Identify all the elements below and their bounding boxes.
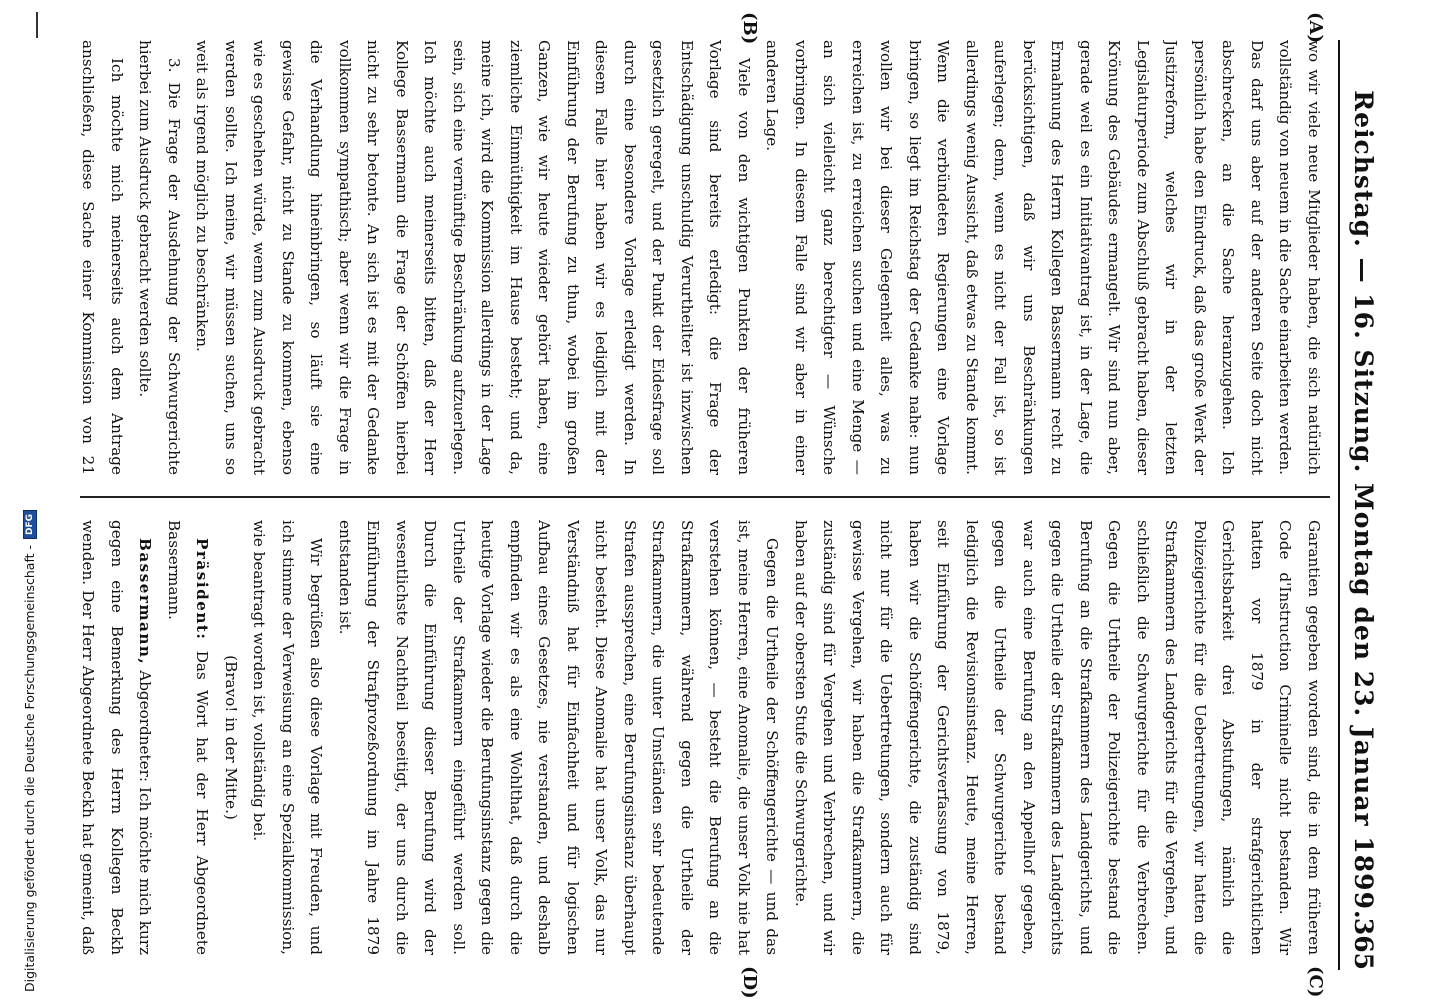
speech-text: Das Wort hat der Herr Abgeordnete Bassermann. (165, 520, 212, 955)
speech-text: Abgeordneter: Ich möchte mich kurz gegen eine Bemerkung des Herrn Kollegen Beckh wenden. Der Herr Abgeordnete Beckh hat gemeint, daß (79, 520, 155, 955)
page-header (1350, 40, 1382, 970)
header-rule (1338, 40, 1340, 970)
applause-note: (Bravo! in der Mitte.) (222, 655, 240, 820)
paragraph: wo wir viele neue Mitglieder haben, die sich natürlich vollständig von neuem in die Sache einarbeiten werden. Das darf uns aber auf der anderen Seite doch nicht abschrecken, an die Sache heranzugehen. Ich persönlich habe den Eindruck, daß das große Werk der Justizreform, welches wir in der letzten Legislaturperiode zum Abschluß gebracht haben, dieser Krönung des Gebäudes ermangelt. Wir sind nun aber, gerade weil es ein Initiativantrag ist, in der Lage, die Ermahnung des Herrn Kollegen Bassermann recht zu berücksichtigen, daß wir uns Beschränkungen auferlegen; denn, wenn es nicht der Fall ist, so ist allerdings wenig Aussicht, daß etwas zu Stande kommt. Wenn die verbündeten Regierungen eine Vorlage bringen, so liegt im Reichstag der Gedanke nahe: nun wollen wir bei dieser Gelegenheit alles, was zu erreichen ist, zu erreichen suchen und eine Menge — an sich vielleicht ganz berechtigter — Wünsche vorbringen. In diesem Falle sind wir aber in einer anderen Lage. (763, 40, 1323, 475)
rotated-page (50, 0, 1400, 1000)
digitization-credit (0, 0, 37, 1000)
paragraph: 3. Die Frage der Ausdehnung der Schwurgerichte hierbei zum Ausdruck gebracht werden sollte. (136, 40, 183, 475)
paragraph: Gegen die Urtheile der Schöffengerichte — und das ist, meine Herren, eine Anomalie, die unser Volk nie hat verstehen können, — besteht die Berufung an die Strafkammern, während gegen die Urtheile der Strafkammern, die unter Umständen sehr bedeutende Strafen aussprechen, eine Berufungsinstanz überhaupt nicht besteht. Diese Anomalie hat unser Volk, das nur Verständniß hat für Einfachheit und für logischen Aufbau eines Gesetzes, nie verstanden, und deshalb empfinden wir es als eine Wohlthat, daß durch die heutige Vorlage wieder die Berufungsinstanz gegen die Urtheile der Strafkammern eingeführt werden soll. Durch die Einführung dieser Berufung wird der wesentlichste Nachtheil beseitigt, der uns durch die Einführung der Strafprozeßordnung im Jahre 1879 entstanden ist. (336, 520, 782, 955)
margin-mark-c: (C) (1305, 966, 1326, 998)
paragraph: Viele von den wichtigen Punkten der früheren Vorlage sind bereits erledigt: die Frage der Entschädigung unschuldig Verurtheilter ist inzwischen gesetzlich geregelt, und der Punkt der Eidesfrage soll durch eine besondere Vorlage erledigt werden. In diesem Falle hier haben wir es lediglich mit der Einführung der Berufung zu thun, wobei im großen Ganzen, wie wir heute wieder gehört haben, eine ziemliche Einmüthigkeit im Hause besteht; und da, meine ich, wird die Kommission allerdings in der Lage sein, sich eine vernünftige Beschränkung aufzuerlegen. Ich möchte auch meinerseits bitten, daß der Herr Kollege Bassermann die Frage der Schöffen hierbei nicht zu sehr betonte. An sich ist es mit der Gedanke vollkommen sympathisch; aber wenn wir die Frage in die Verhandlung hineinbringen, so läuft sie eine gewisse Gefahr, nicht zu Stande zu kommen, ebenso wie es geschehen würde, wenn zum Ausdruck gebracht werden sollte. Ich meine, wir müssen suchen, uns so weit als irgend möglich zu beschränken. (193, 40, 753, 475)
right-column (78, 520, 1328, 955)
speech-paragraph (160, 520, 217, 955)
margin-mark-b: (B) (739, 12, 760, 45)
margin-mark-d: (D) (739, 966, 760, 999)
speaker-name: Bassermann, (136, 538, 155, 666)
margin-mark-a: (A) (1305, 12, 1326, 43)
column-divider (80, 496, 1330, 498)
speech-paragraph (78, 520, 160, 955)
running-head: Reichstag. — 16. Sitzung. Montag den 23. Januar 1899. (1349, 90, 1378, 920)
dfg-logo: DFG (23, 510, 37, 539)
paragraph: Wir begrüßen also diese Vorlage mit Freuden, und ich stimme der Verweisung an eine Spezialkommission, wie beantragt worden ist, vollständig bei. (250, 520, 326, 955)
paragraph: Ich möchte mich meinerseits auch dem Antrage anschließen, diese Sache einer Kommission von 21 (79, 40, 126, 475)
credit-text: Digitalisierung gefördert durch die Deutsche Forschungsgemeinschaft - (22, 544, 37, 992)
speaker-name: Präsident: (193, 538, 212, 641)
page-number: 365 (1349, 917, 1378, 970)
paragraph: Garantien gegeben worden sind, die in dem früheren Code d'Instruction Criminelle nicht bestanden. Wir hatten vor 1879 in der strafgerichtlichen Gerichtsbarkeit drei Abstufungen, nämlich die Polizeigerichte für die Uebertretungen, wir hatten die Strafkammern des Landgerichts für die Vergehen, und schließlich die Schwurgerichte für die Verbrechen. Gegen die Urtheile der Polizeigerichte bestand die Berufung an die Strafkammern des Landgerichts, und gegen die Urtheile der Strafkammern des Landgerichts war auch eine Berufung an den Appellhof gegeben, gegen die Urtheile der Schwurgerichte bestand lediglich die Revisionsinstanz. Heute, meine Herren, seit Einführung der Gerichtsverfassung von 1879, haben wir die Schöffengerichte, die zuständig sind nicht nur für die Uebertretungen, sondern auch für gewisse Vergehen, wir haben die Strafkammern, die zuständig sind für Vergehen und Verbrechen, und wir haben auf der obersten Stufe die Schwurgerichte. (792, 520, 1323, 955)
left-column (78, 40, 1328, 475)
scan-mark (36, 12, 38, 38)
